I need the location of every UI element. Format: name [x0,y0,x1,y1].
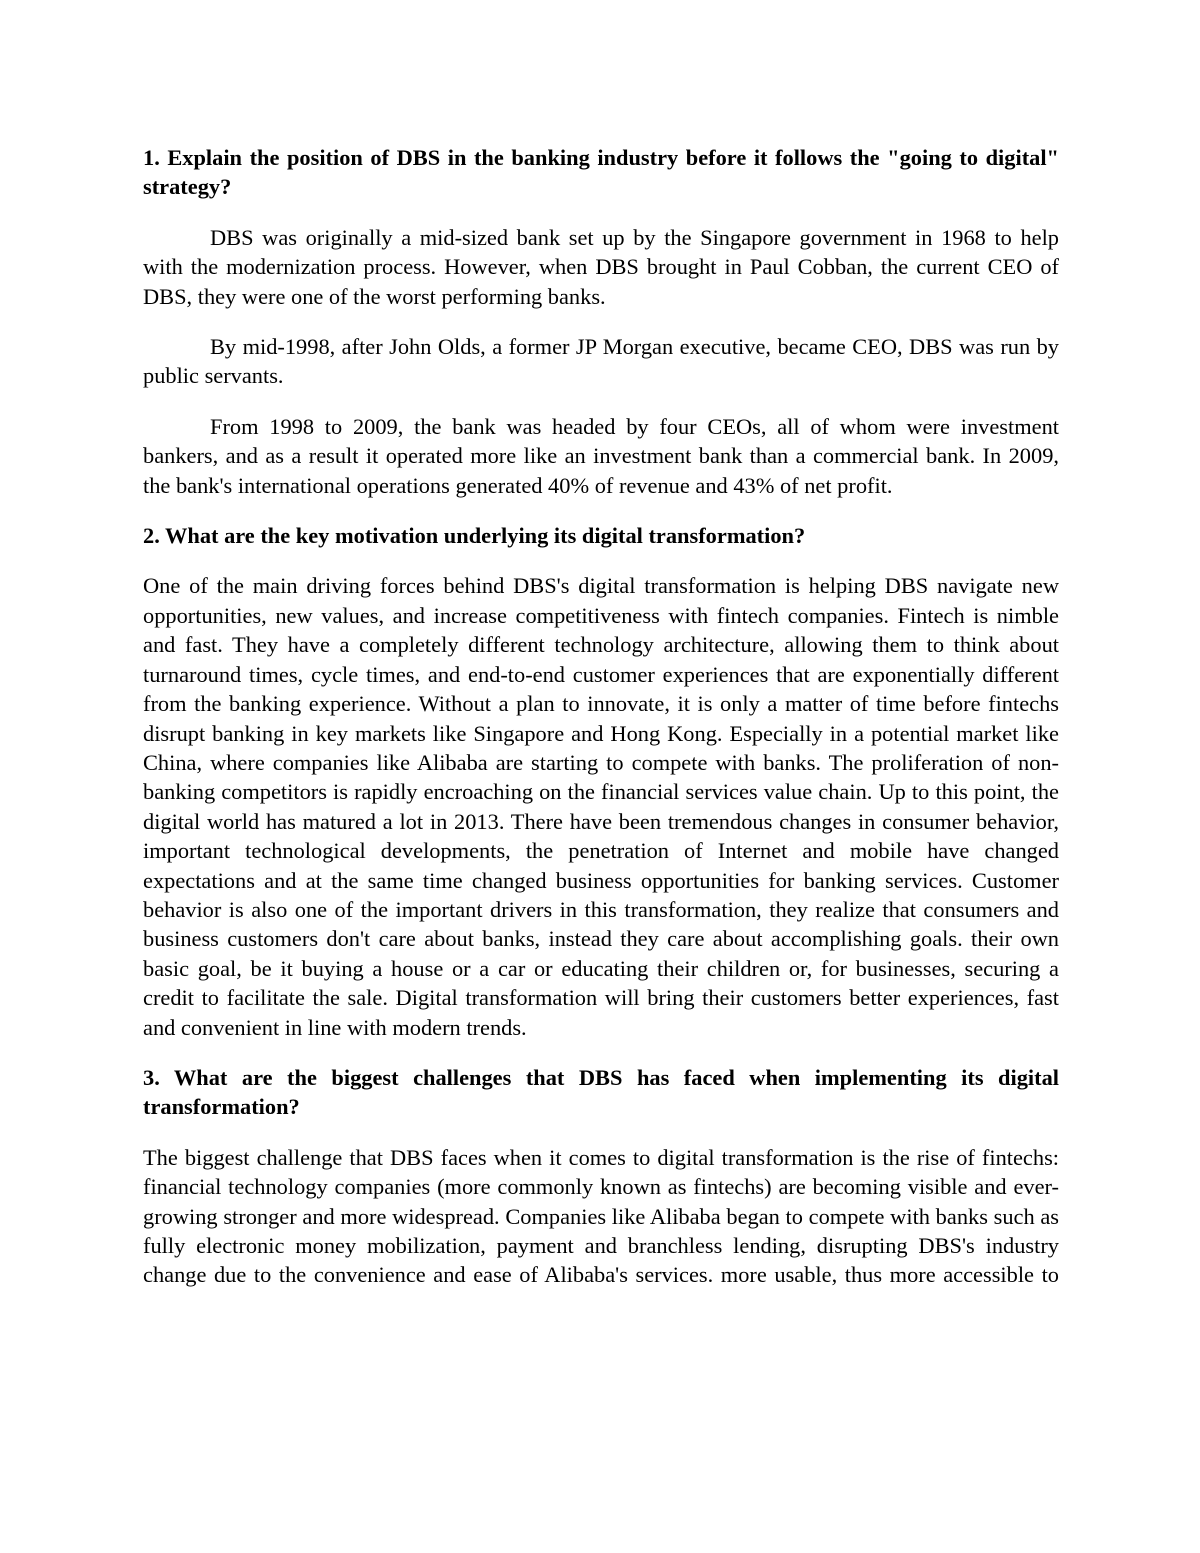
document-page [143,143,1059,1311]
question-1-paragraph-3: From 1998 to 2009, the bank was headed by four CEOs, all of whom were investment bankers, and as a result it operated more like an investment bank than a commercial bank. In 2009, the bank's international operations generated 40% of revenue and 43% of net profit. [143,413,1059,498]
question-3-heading: 3. What are the biggest challenges that DBS has faced when implementing its digital transformation? [143,1064,1059,1120]
question-1-paragraph-1: DBS was originally a mid-sized bank set up by the Singapore government in 1968 to help with the modernization process. However, when DBS brought in Paul Cobban, the current CEO of DBS, they were one of the worst performing banks. [143,224,1059,309]
question-2-paragraph-1: One of the main driving forces behind DBS's digital transformation is helping DBS navigate new opportunities, new values, and increase competitiveness with fintech companies. Fintech is nimble and fast. They have a completely different technology architecture, allowing them to think about turnaround times, cycle times, and end-to-end customer experiences that are exponentially different from the banking experience. Without a plan to innovate, it is only a matter of time before fintechs disrupt banking in key markets like Singapore and Hong Kong. Especially in a potential market like China, where companies like Alibaba are starting to compete with banks. The proliferation of non-banking competitors is rapidly encroaching on the financial services value chain. Up to this point, the digital world has matured a lot in 2013. There have been tremendous changes in consumer behavior, important technological developments, the penetration of Internet and mobile have changed expectations and at the same time changed business opportunities for banking services. Customer behavior is also one of the important drivers in this transformation, they realize that consumers and business customers don't care about banks, instead they care about accomplishing goals. their own basic goal, be it buying a house or a car or educating their children or, for businesses, securing a credit to facilitate the sale. Digital transformation will bring their customers better experiences, fast and convenient in line with modern trends. [143,573,1059,1040]
question-3-paragraph-1: The biggest challenge that DBS faces when it comes to digital transformation is the rise of fintechs: financial technology companies (more commonly known as fintechs) are becoming visible and ever-growing stronger and more widespread. Companies like Alibaba began to compete with banks such as fully electronic money mobilization, payment and branchless lending, disrupting DBS's industry change due to the convenience and ease of Alibaba's services. more usable, thus more accessible to [143,1144,1059,1288]
question-2-heading: 2. What are the key motivation underlying its digital transformation? [143,523,806,549]
question-1-paragraph-2: By mid-1998, after John Olds, a former JP Morgan executive, became CEO, DBS was run by public servants. [143,334,1059,389]
question-1-heading: 1. Explain the position of DBS in the banking industry before it follows the "going to digital" strategy? [143,145,1059,200]
